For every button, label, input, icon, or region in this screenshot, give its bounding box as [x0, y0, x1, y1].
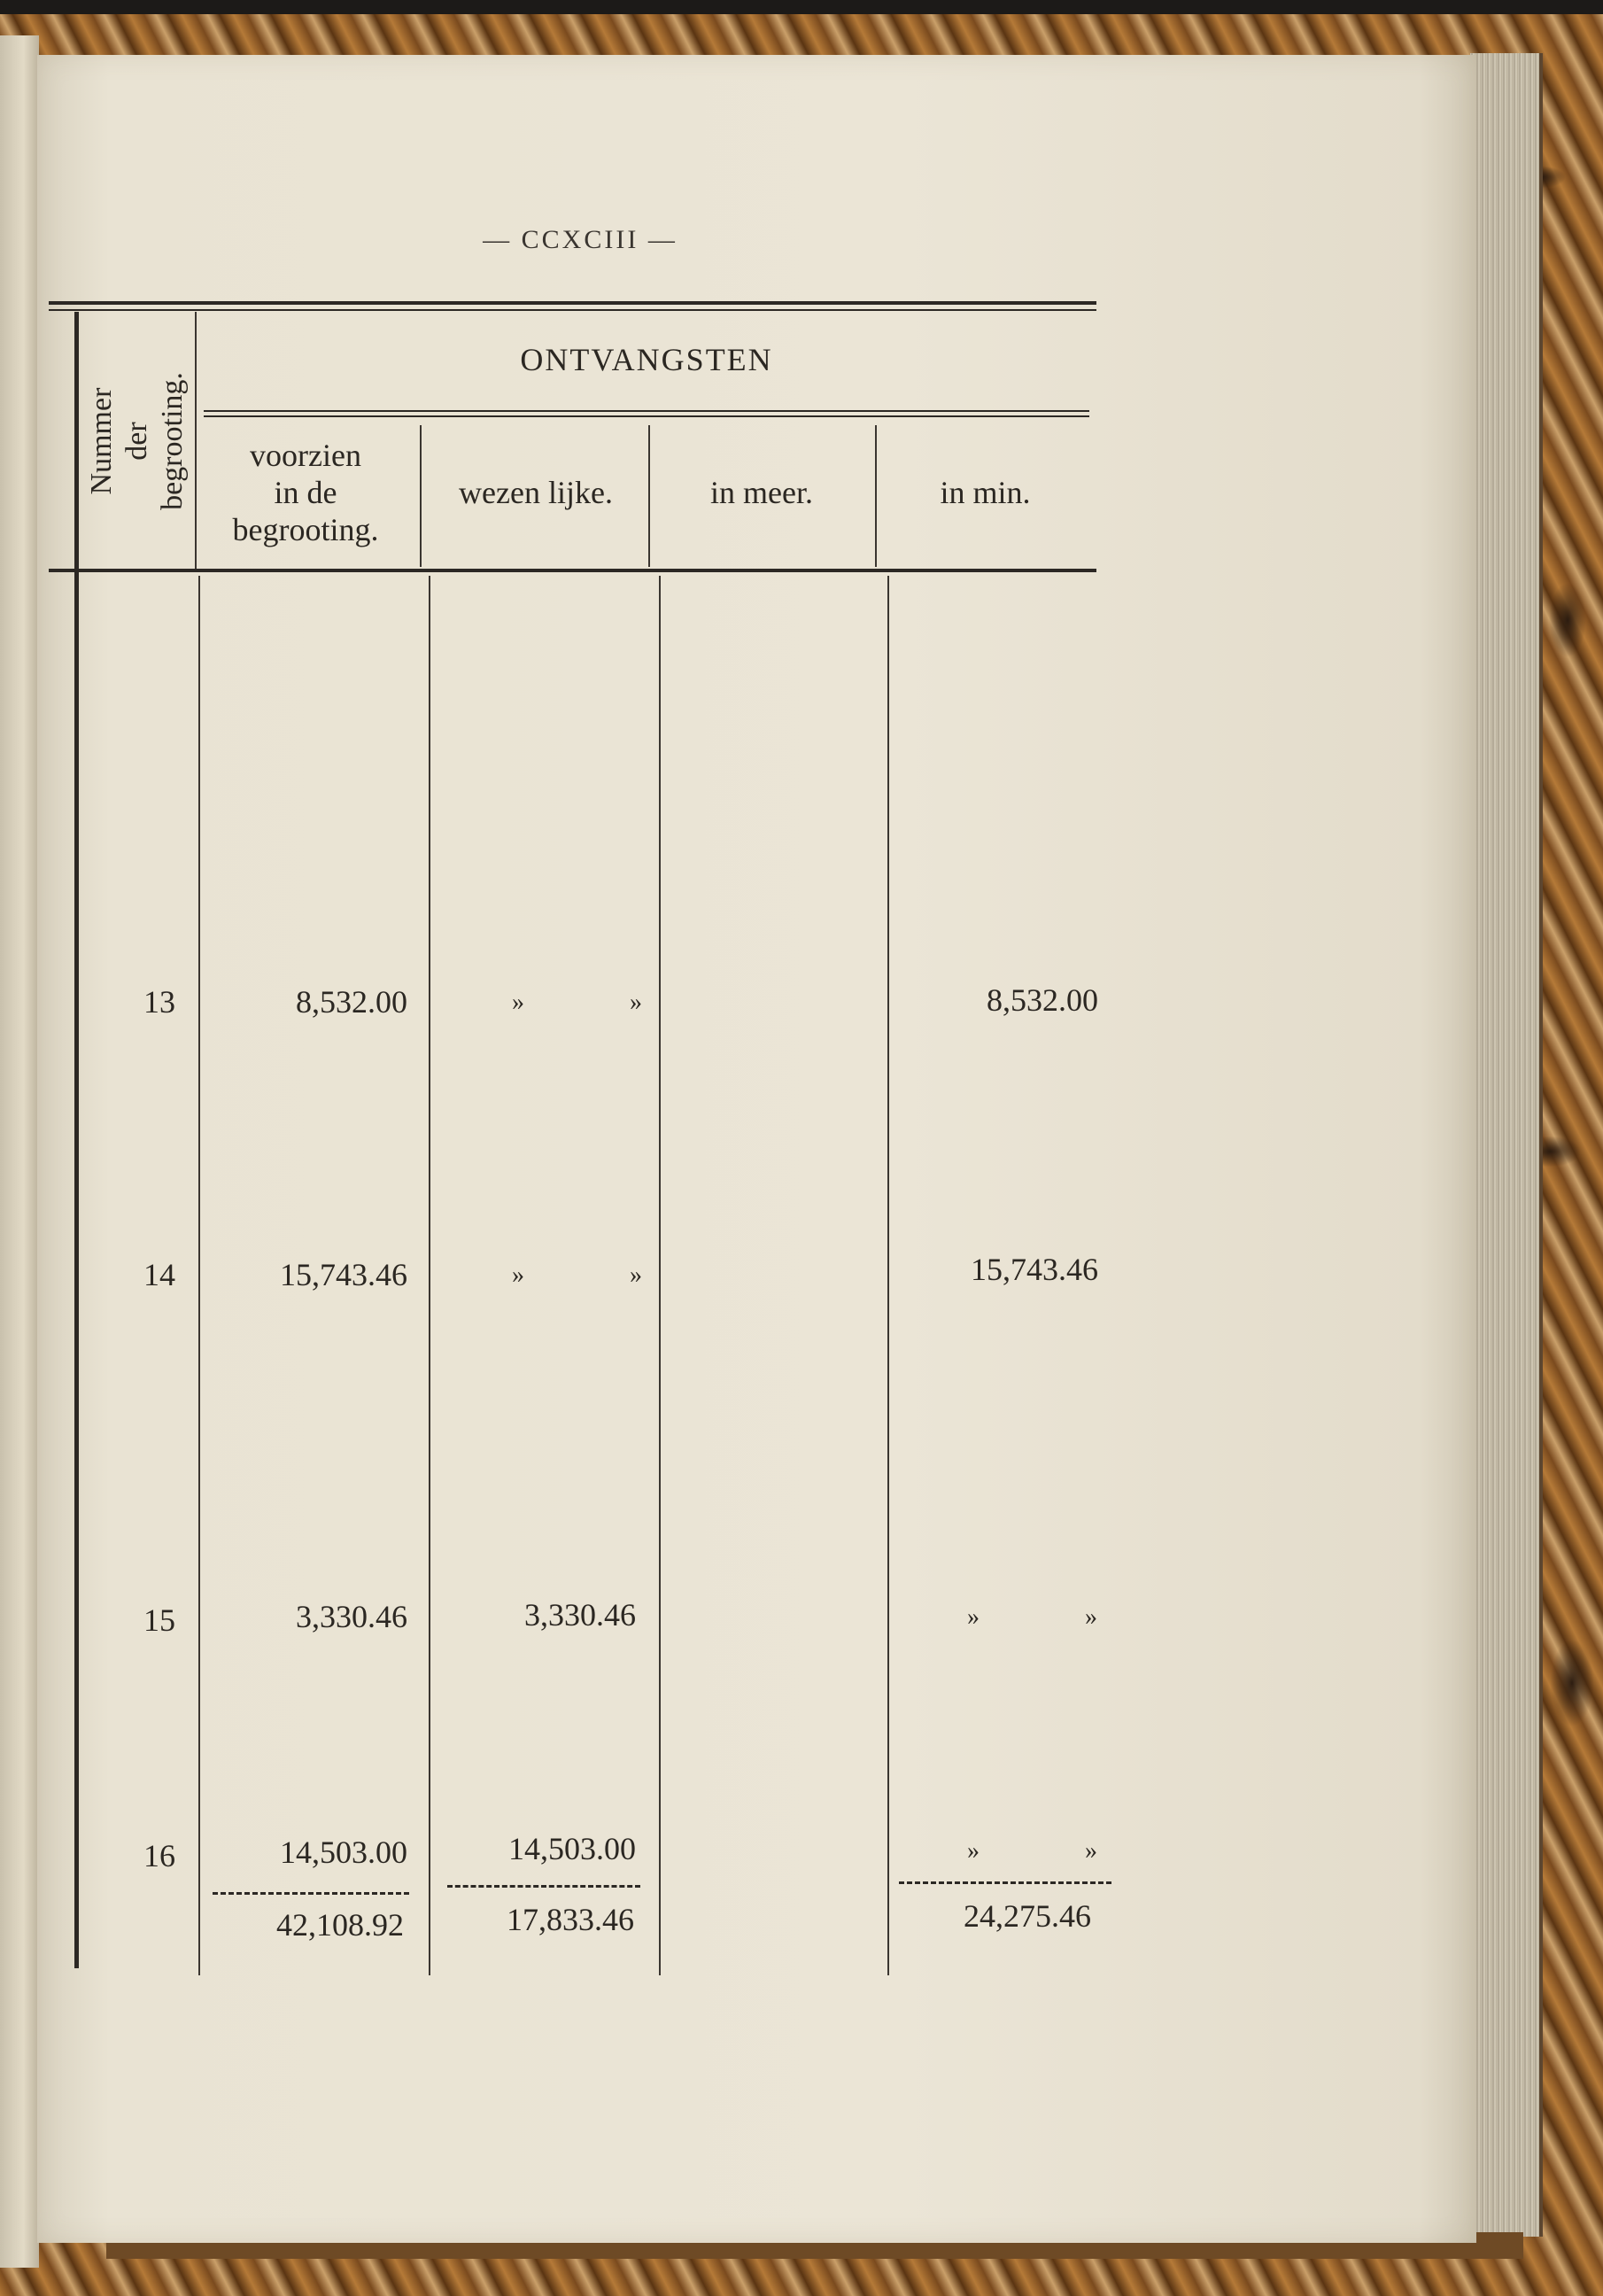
nummer-header-line-3: begrooting.	[156, 372, 189, 510]
header-divider-2	[420, 425, 422, 567]
row-14-min: 15,743.46	[971, 1252, 1098, 1287]
table-left-border	[74, 312, 79, 1968]
header-divider-1	[195, 312, 197, 569]
row-15-min: » »	[967, 1603, 1147, 1631]
row-15-nr: 15	[143, 1602, 175, 1638]
col-header-voorzien	[204, 437, 407, 548]
group-header-rule-2	[204, 415, 1089, 417]
total-voorzien: 42,108.92	[276, 1907, 404, 1943]
col-header-voorzien-3: begrooting.	[232, 512, 379, 547]
row-16-nr: 16	[143, 1838, 175, 1873]
top-rule-2	[49, 309, 1096, 311]
total-min: 24,275.46	[964, 1898, 1091, 1934]
left-page-edge	[0, 35, 39, 2268]
row-16-min: » »	[967, 1837, 1147, 1865]
col-header-in-meer: in meer.	[710, 475, 813, 510]
body-divider-1	[198, 576, 200, 1975]
row-13-wezenlijke: » »	[512, 989, 692, 1016]
nummer-header	[80, 317, 195, 565]
row-15-wezenlijke: 3,330.46	[524, 1597, 636, 1633]
header-divider-3	[648, 425, 650, 567]
col-header-voorzien-2: in de	[274, 475, 337, 510]
sum-line-wezenlijke	[447, 1885, 640, 1888]
row-13-min: 8,532.00	[987, 982, 1098, 1018]
row-13-voorzien: 8,532.00	[296, 984, 407, 1020]
nummer-header-line-1: Nummer	[85, 387, 118, 495]
body-divider-4	[887, 576, 889, 1975]
row-14-nr: 14	[143, 1257, 175, 1292]
col-header-in-min: in min.	[940, 475, 1031, 510]
group-header: ONTVANGSTEN	[520, 342, 773, 377]
row-13-nr: 13	[143, 984, 175, 1020]
page-edges	[1470, 53, 1543, 2237]
page-number: — CCXCIII —	[483, 225, 678, 254]
row-15-voorzien: 3,330.46	[296, 1599, 407, 1634]
row-16-voorzien: 14,503.00	[280, 1834, 407, 1870]
total-wezenlijke: 17,833.46	[507, 1902, 634, 1937]
group-header-rule	[204, 410, 1089, 412]
header-bottom-rule	[49, 569, 1096, 572]
top-rule	[49, 301, 1096, 305]
row-14-wezenlijke: » »	[512, 1261, 692, 1289]
header-divider-4	[875, 425, 877, 567]
col-header-wezenlijke: wezen lijke.	[459, 475, 613, 510]
nummer-header-line-2: der	[120, 422, 153, 461]
col-header-voorzien-1: voorzien	[250, 438, 361, 473]
row-14-voorzien: 15,743.46	[280, 1257, 407, 1292]
sum-line-min	[899, 1881, 1111, 1884]
body-divider-2	[429, 576, 430, 1975]
top-edge	[0, 0, 1603, 14]
sum-line-voorzien	[213, 1892, 409, 1895]
row-16-wezenlijke: 14,503.00	[508, 1831, 636, 1866]
